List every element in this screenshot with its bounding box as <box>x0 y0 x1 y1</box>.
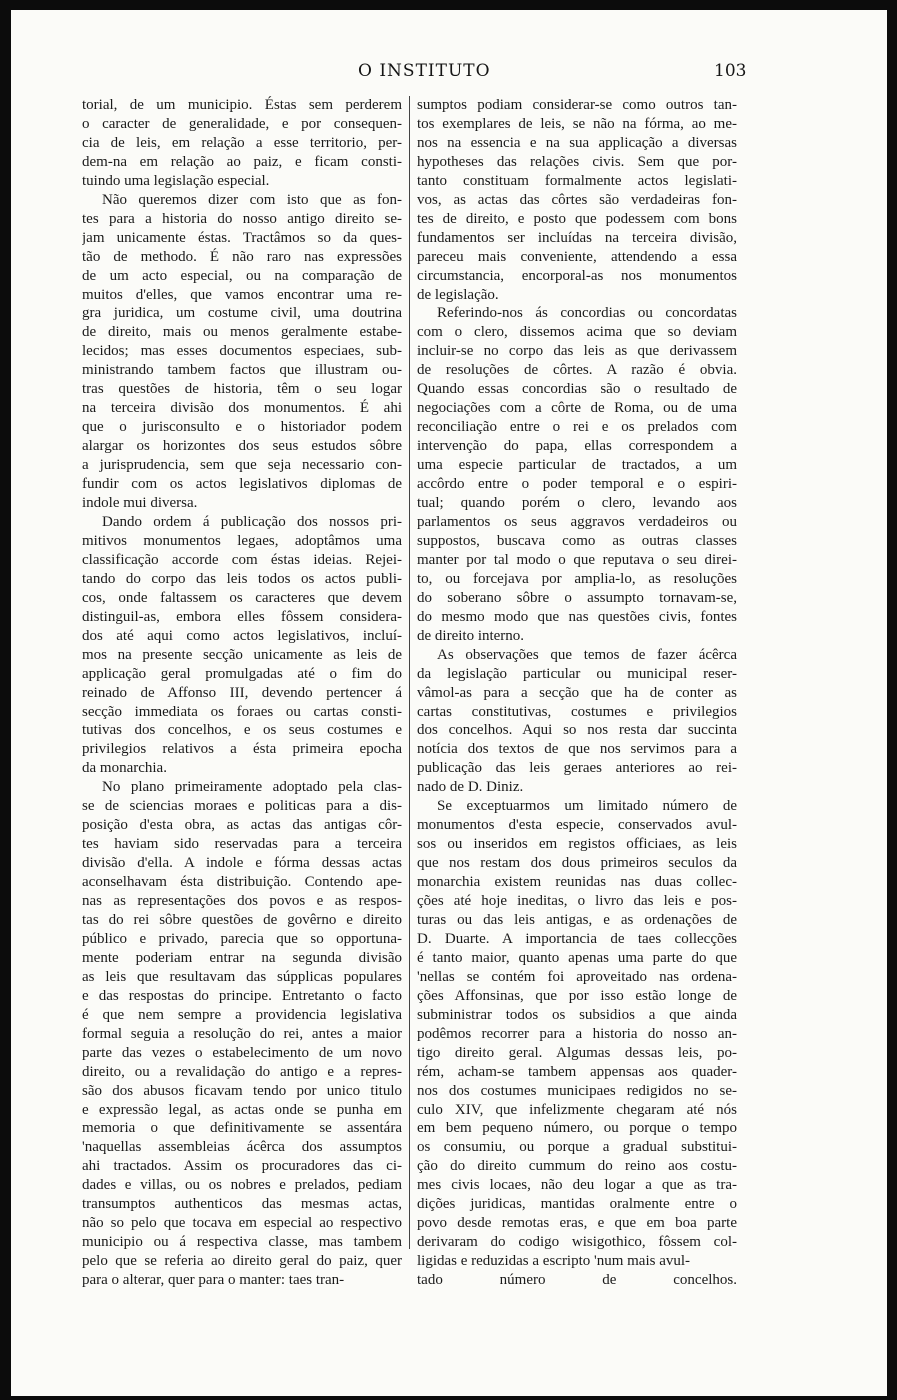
text-line: hypotheses das relações civis. Sem que por- <box>417 153 737 170</box>
text-line: tigo direito geral. Algumas dessas leis, po- <box>417 1044 737 1061</box>
text-line: municipio ou á respectiva classe, mas tambem <box>82 1234 402 1251</box>
text-line: aconselhavam ésta distribuição. Contendo ape- <box>82 874 402 891</box>
text-line: formal seguia a resolução do rei, antes a maior <box>82 1025 402 1042</box>
text-line: e das respostas do principe. Entretanto o facto <box>82 987 402 1004</box>
text-line: rém, acham-se tambem appensas aos quader- <box>417 1063 737 1080</box>
text-line: torial, de um municipio. Éstas sem perderem <box>82 97 402 113</box>
text-line: Se exceptuarmos um limitado número de <box>437 798 737 815</box>
text-line: posição d'esta obra, as actas das antigas côr- <box>82 817 402 834</box>
text-line: tando do corpo das leis todos os actos publi- <box>82 570 402 587</box>
text-line: tão de methodo. É não raro nas expressões <box>82 248 402 265</box>
text-line: da monarchia. <box>82 760 167 777</box>
text-line: vâmol-as para a secção que ha de conter as <box>417 684 737 701</box>
text-line: nos na essencia e na sua applicação a diversas <box>417 134 737 151</box>
text-line: o caracter de generalidade, e por consequen- <box>82 115 402 132</box>
text-line: mente poderiam entrar na segunda divisão <box>82 949 402 966</box>
text-line: cartas constitutivas, costumes e privilegios <box>417 703 737 720</box>
text-line: ligidas e reduzidas a escripto 'num mais avul- <box>417 1253 691 1270</box>
text-line: para o alterar, quer para o manter: taes tran- <box>82 1272 345 1289</box>
text-line: 'nellas se contém foi aproveitado nas ordena- <box>417 968 737 985</box>
text-line: pareceu mais conveniente, attendendo a essa <box>417 248 737 265</box>
text-line: em bem pequeno número, ou porque o tempo <box>417 1120 737 1137</box>
text-line: publicação das leis geraes anteriores ao rei- <box>417 760 737 777</box>
text-line: memoria o que definitivamente se assentára <box>82 1120 402 1137</box>
text-line: suppostos, buscava como as outras classes <box>417 532 737 549</box>
text-line: na terceira divisão dos monumentos. É ahi <box>82 400 402 417</box>
text-line: tas do rei sôbre questões de govêrno e direito <box>82 911 402 928</box>
text-line: manter por tal modo o que reputava o seu direi- <box>417 551 737 568</box>
text-line: que nos restam dos dous primeiros seculos da <box>417 855 737 872</box>
text-line: distinguil-as, embora elles fôssem considera- <box>82 608 402 625</box>
text-line: tutivas dos concelhos, e os seus costumes e <box>82 722 402 739</box>
text-line: nado de D. Diniz. <box>417 779 524 796</box>
text-line: parlamentos os seus aggravos verdadeiros ou <box>417 513 737 530</box>
text-line: tuindo uma legislação especial. <box>82 172 270 189</box>
text-line: alargar os horizontes dos seus estudos sôbre <box>82 438 402 455</box>
text-line: sos ou inseridos em registos officiaes, as leis <box>417 836 737 853</box>
text-line: derivaram do codigo wisigothico, fôssem col- <box>417 1234 737 1251</box>
text-line: é tanto maior, quanto apenas uma parte do que <box>417 949 737 966</box>
text-line: público e privado, parecia que so opportuna- <box>82 930 402 947</box>
text-line: mitivos monumentos legaes, adoptâmos uma <box>82 532 402 549</box>
text-line: tos exemplares de leis, se não na fórma, ao me- <box>417 115 737 132</box>
text-line: subministrar todos os subsidios a que ainda <box>417 1006 737 1023</box>
text-line: Dando ordem á publicação dos nossos pri- <box>102 513 402 530</box>
text-line: que o jurisconsulto e o historiador podem <box>82 419 402 436</box>
text-line: secção immediata os foraes ou cartas consti- <box>82 703 402 720</box>
text-line: é que nem sempre a providencia legislativa <box>82 1006 402 1023</box>
text-line: gra juridica, um costume civil, uma doutrina <box>82 305 402 322</box>
text-line: de um acto especial, ou na comparação de <box>82 267 402 284</box>
text-line: negociações com a côrte de Roma, ou de uma <box>417 400 737 417</box>
text-line: tes para a historia do nosso antigo direito se- <box>82 210 402 227</box>
text-line: da legislação particular ou municipal reser- <box>417 665 737 682</box>
text-line: privilegios relativos a ésta primeira epocha <box>82 741 402 758</box>
text-line: nas as representações dos povos e as respos- <box>82 893 402 910</box>
text-line: ahi tractados. Assim os procuradores das ci- <box>82 1158 402 1175</box>
text-line: de legislação. <box>417 286 499 303</box>
text-line: tes de direito, e posto que podessem com bons <box>417 210 737 227</box>
text-line: e expressão legal, as actas onde se punha em <box>82 1101 402 1118</box>
text-line: muitos d'elles, que vamos encontrar uma re- <box>82 286 402 303</box>
column-divider <box>409 96 410 1249</box>
text-line: de direito, mais ou menos geralmente estabe- <box>82 324 402 341</box>
text-line: povo desde remotas eras, e que em boa parte <box>417 1215 737 1232</box>
text-line: são dos abusos ficavam tendo por unico titulo <box>82 1082 402 1099</box>
text-line: sumptos podiam considerar-se como outros tan- <box>417 97 737 113</box>
text-line: monumentos d'esta especie, conservados avul- <box>417 817 737 834</box>
text-line: ções Affonsinas, que por isso estão longe de <box>417 987 737 1004</box>
text-line: mes civis locaes, não deu logar a que as tra- <box>417 1177 737 1194</box>
text-line: indole mui diversa. <box>82 495 198 512</box>
left-text-column <box>82 96 402 1290</box>
text-line: os consumiu, ou porque a gradual substitui- <box>417 1139 737 1156</box>
text-line: turas ou das leis antigas, e as ordenações de <box>417 911 737 928</box>
text-line: vos, as actas das côrtes são verdadeiras fon- <box>417 191 737 208</box>
text-line: applicação geral promulgadas até o fim do <box>82 665 402 682</box>
text-line: ministrando tambem factos que illustram ou- <box>82 362 402 379</box>
text-line: de resoluções de côrtes. A razão é obvia. <box>417 362 737 379</box>
text-line: uma especie particular de tractados, a um <box>417 457 737 474</box>
text-line: de direito interno. <box>417 627 525 644</box>
text-line: do mesmo modo que nas questões civis, fontes <box>417 608 737 625</box>
text-line: No plano primeiramente adoptado pela clas- <box>102 779 402 796</box>
text-line: as leis que resultavam das súpplicas populares <box>82 968 402 985</box>
text-line: dos até aqui como actos legislativos, incluí- <box>82 627 402 644</box>
text-line: reinado de Affonso III, devendo pertencer á <box>82 684 402 701</box>
text-line: incluir-se no corpo das leis as que derivassem <box>417 343 737 360</box>
text-line: cos, onde faltassem os caracteres que devem <box>82 589 402 606</box>
right-text-column <box>417 96 737 1290</box>
text-line: tado número de concelhos. <box>417 1272 737 1289</box>
text-line: a jurisprudencia, sem que seja necessario con- <box>82 457 402 474</box>
text-line: nos dos costumes municipaes redigidos no se- <box>417 1082 737 1099</box>
text-line: to, ou forcejava por amplia-lo, as resoluções <box>417 570 737 587</box>
text-line: transumptos authenticos das mesmas actas, <box>82 1196 402 1213</box>
text-line: com o clero, dissemos acima que so deviam <box>417 324 737 341</box>
text-line: lecidos; mas esses documentos especiaes, sub- <box>82 343 402 360</box>
text-line: Referindo-nos ás concordias ou concordatas <box>437 305 737 322</box>
text-line: ção do direito cummum do reino aos costu- <box>417 1158 737 1175</box>
text-line: dem-na em relação ao paiz, e ficam consti- <box>82 153 402 170</box>
text-line: direito, ou a revalidação do antigo e a repres- <box>82 1063 402 1080</box>
running-header-title: O INSTITUTO <box>358 61 491 81</box>
text-line: parte das vezes o estabelecimento de um novo <box>82 1044 402 1061</box>
text-line: notícia dos textos de que nos servimos para a <box>417 741 737 758</box>
text-line: As observações que temos de fazer ácêrca <box>437 646 737 663</box>
text-line: 'naquellas assembleias ácêrca dos assumptos <box>82 1139 402 1156</box>
text-line: mos na presente secção unicamente as leis de <box>82 646 402 663</box>
text-line: do soberano sôbre o assumpto tornavam-se, <box>417 589 737 606</box>
text-line: pelo que se referia ao direito geral do paiz, quer <box>82 1253 402 1270</box>
text-line: tes haviam sido reservadas para a terceira <box>82 836 402 853</box>
text-line: dades e villas, ou os nobres e prelados, pediam <box>82 1177 402 1194</box>
text-line: Não queremos dizer com isto que as fon- <box>102 191 402 208</box>
text-line: se de sciencias moraes e politicas para a dis- <box>82 798 402 815</box>
text-line: fundamentos ser incluídas na terceira divisão, <box>417 229 737 246</box>
text-line: tanto constituam formalmente actos legislati- <box>417 172 737 189</box>
text-line: accôrdo entre o poder temporal e o espiri- <box>417 476 737 493</box>
text-line: intervenção do papa, ellas correspondem a <box>417 438 737 455</box>
text-line: cia de leis, em relação a esse territorio, per- <box>82 134 402 151</box>
text-line: tras questões de historia, têm o seu logar <box>82 381 402 398</box>
text-line: circumstancia, encorporal-as nos monumentos <box>417 267 737 284</box>
text-line: ções até hoje ineditas, o livro das leis e pos- <box>417 893 737 910</box>
text-line: Quando essas concordias são o resultado de <box>417 381 737 398</box>
text-line: tual; quando porém o clero, levando aos <box>417 495 737 512</box>
text-line: dições juridicas, mantidas oralmente entre o <box>417 1196 737 1213</box>
text-line: não so pelo que tocava em especial ao respectivo <box>82 1215 402 1232</box>
text-line: podêmos recorrer para a historia do nosso an- <box>417 1025 737 1042</box>
text-line: divisão d'ella. A indole e fórma dessas actas <box>82 855 402 872</box>
text-line: monarchia existem reunidas nas duas collec- <box>417 874 737 891</box>
page-number: 103 <box>714 61 747 81</box>
text-line: dos concelhos. Aqui so nos resta dar succinta <box>417 722 737 739</box>
text-line: culo XIV, que infelizmente chegaram até nós <box>417 1101 737 1118</box>
text-line: reconciliação entre o rei e os prelados com <box>417 419 737 436</box>
text-line: D. Duarte. A importancia de taes collecções <box>417 930 737 947</box>
text-line: jam unicamente éstas. Tractâmos so da ques- <box>82 229 402 246</box>
text-line: classificação accorde com éstas ideias. Rejei- <box>82 551 402 568</box>
text-line: fundir com os actos legislativos diplomas de <box>82 476 402 493</box>
